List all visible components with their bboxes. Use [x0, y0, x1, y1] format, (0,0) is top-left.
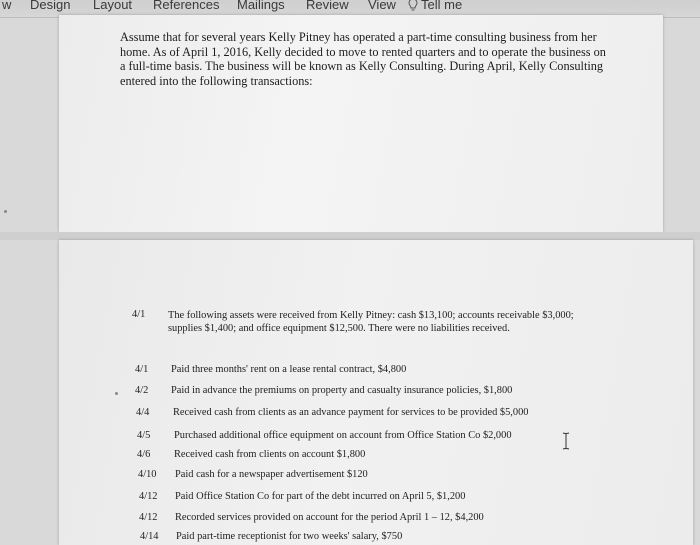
- tab-design[interactable]: Design: [30, 0, 71, 12]
- transaction-text: Received cash from clients as an advance payment for services to be provided $5,000: [173, 407, 529, 418]
- tab-review[interactable]: Review: [306, 0, 349, 12]
- tab-home-partial[interactable]: w: [2, 0, 12, 12]
- tell-me-search[interactable]: Tell me: [421, 0, 463, 12]
- transaction-text: Paid Office Station Co for part of the debt incurred on April 5, $1,200: [175, 491, 466, 502]
- intro-paragraph: [120, 30, 610, 88]
- transaction-text: Purchased additional office equipment on account from Office Station Co $2,000: [174, 430, 512, 441]
- transaction-text: The following assets were received from Kelly Pitney: cash $13,100; accounts receivable $3,000; supplies $1,400; and office equipment $12,500. There were no liabilities received.: [168, 310, 574, 334]
- text-cursor-icon: [560, 432, 572, 450]
- tab-layout[interactable]: Layout: [93, 0, 133, 12]
- transaction-date: 4/4: [136, 407, 150, 418]
- transaction-date: 4/12: [139, 512, 158, 523]
- transaction-date: 4/6: [137, 449, 151, 460]
- page-gap: [0, 232, 700, 240]
- transaction-text: Paid cash for a newspaper advertisement $120: [175, 469, 368, 480]
- transaction-text: Paid in advance the premiums on property and casualty insurance policies, $1,800: [171, 385, 513, 396]
- tab-mailings[interactable]: Mailings: [237, 0, 285, 12]
- transaction-date: 4/5: [137, 430, 151, 441]
- transaction-date: 4/10: [138, 469, 157, 480]
- transaction-text: Received cash from clients on account $1,800: [174, 449, 366, 460]
- transaction-text: Paid part-time receptionist for two weeks' salary, $750: [176, 531, 403, 542]
- transaction-text: Recorded services provided on account for the period April 1 – 12, $4,200: [175, 512, 484, 523]
- transaction-text: Paid three months' rent on a lease rental contract, $4,800: [171, 364, 407, 375]
- tab-view[interactable]: View: [368, 0, 396, 12]
- intro-text: Assume that for several years Kelly Pitney has operated a part-time consulting business from her home. As of April 1, 2016, Kelly decided to move to rented quarters and to operate the business on a full-time basis. The business will be known as Kelly Consulting. During April, Kelly Consulting entered into the following transactions:: [120, 30, 606, 88]
- bullet-mark: [115, 392, 118, 395]
- lightbulb-icon: [408, 0, 418, 12]
- transaction-date: 4/1: [135, 364, 149, 375]
- transaction-date: 4/14: [140, 531, 159, 542]
- scroll-marker: [4, 210, 7, 213]
- transaction-date: 4/1: [132, 309, 146, 320]
- tab-references[interactable]: References: [153, 0, 220, 12]
- transaction-date: 4/2: [135, 385, 149, 396]
- transaction-date: 4/12: [139, 491, 158, 502]
